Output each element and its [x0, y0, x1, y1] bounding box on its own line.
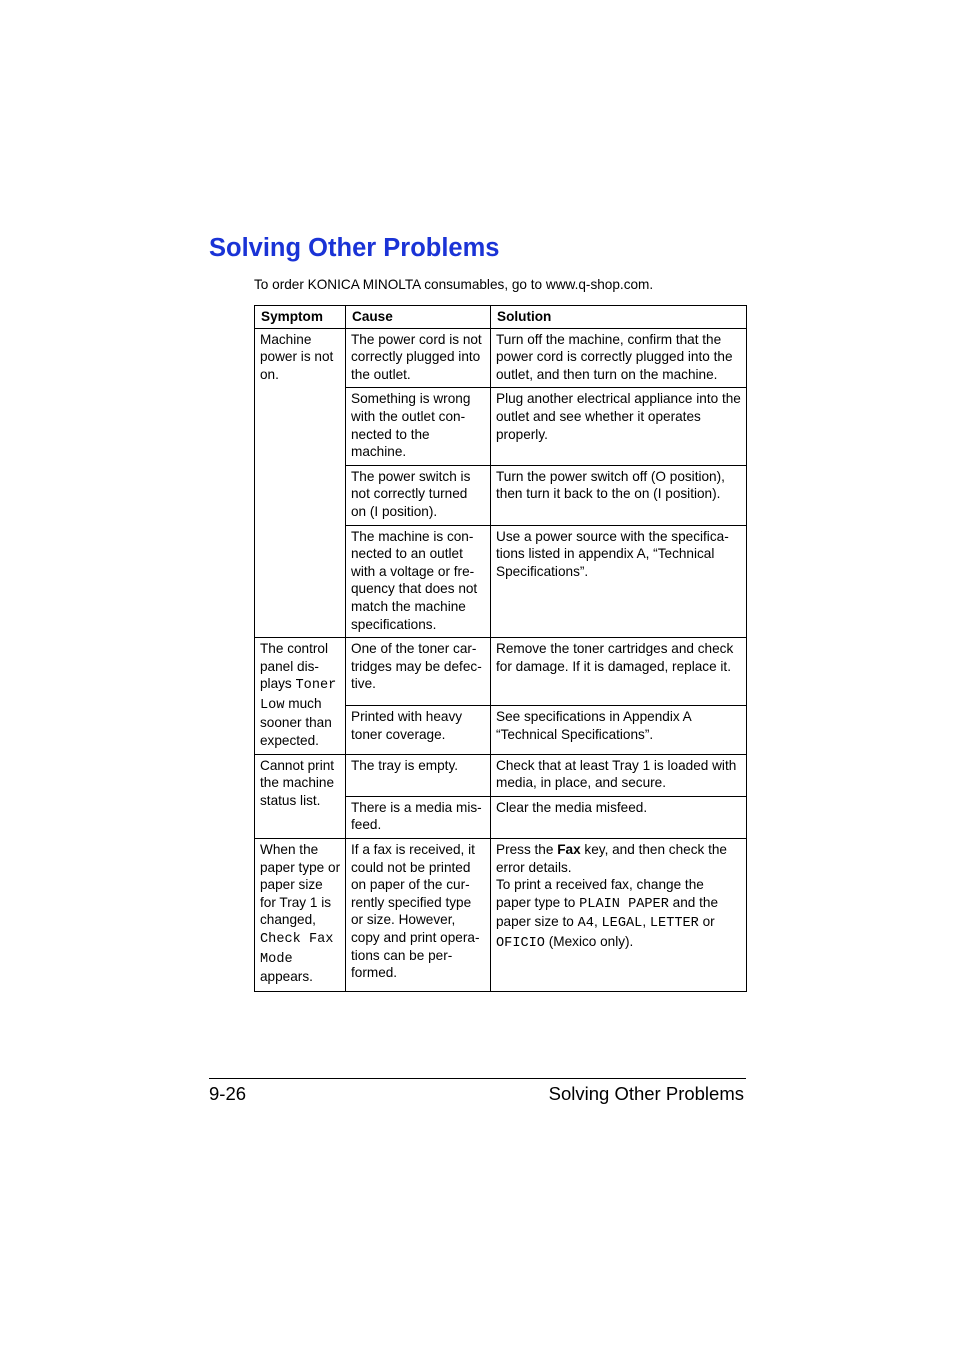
symptom-cell: Cannot print the machine status list.	[255, 754, 346, 838]
header-cause: Cause	[346, 306, 491, 329]
solution-cell: See specifications in Appendix A “Technical Specifications”.	[491, 706, 747, 754]
symptom-text: The control panel displays	[260, 641, 329, 692]
paper-size-code: A4	[577, 916, 594, 932]
symptom-text: appears.	[260, 969, 313, 985]
footer-divider	[209, 1078, 746, 1079]
symptom-cell	[255, 638, 346, 755]
solution-text: To print a received fax, change the paper type to	[496, 877, 704, 910]
solution-cell: Turn off the machine, confirm that the power cord is correctly plugged into the outlet, and then turn on the machine.	[491, 328, 747, 388]
table-header-row	[255, 306, 747, 329]
cause-cell: The machine is connected to an outlet with a voltage or frequency that does not match the machine specifications.	[346, 525, 491, 638]
table-row	[255, 328, 747, 388]
paper-size-code: LEGAL	[601, 916, 643, 932]
footer-title: Solving Other Problems	[548, 1083, 744, 1104]
symptom-text: When the paper type or paper size for Tray 1 is changed,	[260, 842, 341, 928]
cause-cell: The tray is empty.	[346, 754, 491, 796]
cause-cell: If a fax is received, it could not be printed on paper of the currently specified type or size. However, copy and print operations can be performed.	[346, 839, 491, 992]
cause-cell: The power cord is not correctly plugged into the outlet.	[346, 328, 491, 388]
solution-cell: Remove the toner cartridges and check for damage. If it is damaged, replace it.	[491, 638, 747, 706]
table-row	[255, 839, 747, 992]
solution-cell: Plug another electrical appliance into the outlet and see whether it operates properly.	[491, 388, 747, 465]
separator: ,	[593, 914, 598, 930]
display-message: Check Fax Mode	[260, 932, 334, 967]
symptom-text: much sooner than expected.	[260, 695, 332, 749]
header-solution: Solution	[491, 306, 747, 329]
troubleshooting-table	[254, 305, 747, 992]
solution-text: (Mexico only).	[548, 934, 634, 949]
cause-cell: The power switch is not correctly turned on (I position).	[346, 465, 491, 525]
solution-text: key, and then check the error details.	[496, 842, 727, 875]
solution-cell	[491, 839, 747, 992]
page-title: Solving Other Problems	[209, 234, 500, 262]
solution-text: Press the	[496, 842, 554, 858]
solution-text: and the paper size to	[496, 894, 719, 930]
cause-cell: Printed with heavy toner coverage.	[346, 706, 491, 754]
solution-cell: Turn the power switch off (O position), then turn it back to the on (I position).	[491, 465, 747, 525]
table-row	[255, 754, 747, 796]
symptom-cell	[255, 839, 346, 992]
cause-cell: Something is wrong with the outlet connected to the machine.	[346, 388, 491, 465]
solution-text: or	[702, 914, 715, 930]
cause-cell: There is a media misfeed.	[346, 796, 491, 838]
header-symptom: Symptom	[255, 306, 346, 329]
intro-text: To order KONICA MINOLTA consumables, go to www.q-shop.com.	[254, 277, 654, 292]
paper-type-code: PLAIN PAPER	[579, 896, 669, 912]
table-row	[255, 638, 747, 706]
solution-cell: Clear the media misfeed.	[491, 796, 747, 838]
paper-size-code: LETTER	[649, 916, 699, 932]
symptom-cell: Machine power is not on.	[255, 328, 346, 638]
solution-cell: Check that at least Tray 1 is loaded with media, in place, and secure.	[491, 754, 747, 796]
page-number: 9-26	[209, 1083, 247, 1104]
cause-cell: One of the toner cartridges may be defective.	[346, 638, 491, 706]
solution-cell: Use a power source with the specifications listed in appendix A, “Technical Specifications”.	[491, 525, 747, 638]
separator: ,	[642, 914, 647, 930]
paper-size-code: OFICIO	[496, 936, 545, 951]
fax-key-label: Fax	[557, 842, 581, 858]
display-message: Toner Low	[260, 678, 337, 713]
